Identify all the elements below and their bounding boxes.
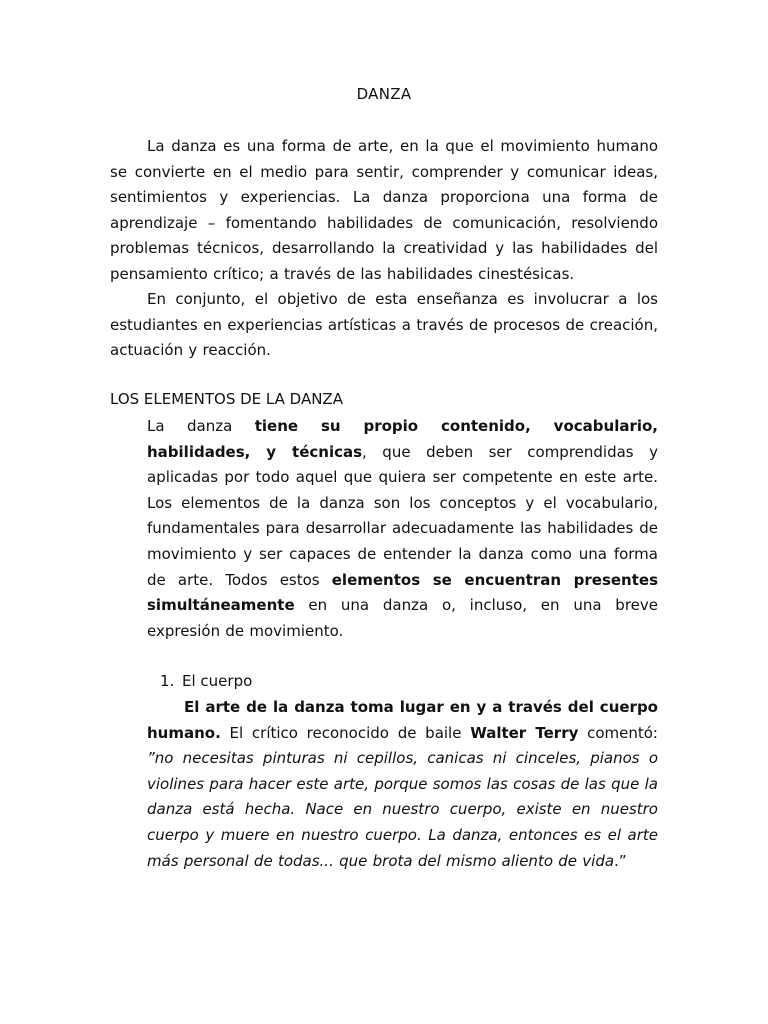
text-run: La danza <box>147 417 255 435</box>
intro-paragraph-2: En conjunto, el objetivo de esta enseñanza es involucrar a los estudiantes en experiencias artísticas a través de procesos de creación, actuación y reacción. <box>110 290 658 360</box>
text-run: .” <box>614 851 627 870</box>
el-cuerpo-paragraph <box>147 695 658 874</box>
bold-text-run: tiene su propio contenido, vocabulario, habilidades, y técnicas <box>147 417 658 461</box>
quote-text: ”no necesitas pinturas ni cepillos, canicas ni cinceles, pianos o violines para hacer este arte, porque somos las cosas de las que la danza está hecha. Nace en nuestro cuerpo, existe en nuestro cuerpo y muere en nuestro cuerpo. La danza, entonces es el arte más personal de todas... que brota del mismo aliento de vida <box>147 749 658 870</box>
section-heading-elements: LOS ELEMENTOS DE LA DANZA <box>110 390 343 408</box>
text-run: comentó: <box>578 723 658 742</box>
text-run: El crítico reconocido de baile <box>220 723 471 742</box>
list-number: 1. <box>160 672 175 690</box>
bold-text-run: Walter Terry <box>470 723 579 742</box>
bold-text-run: elementos se encuentran presentes simultáneamente <box>147 570 658 615</box>
text-run: en una danza o, incluso, en una breve expresión de movimiento. <box>147 596 658 640</box>
list-item-label: El cuerpo <box>182 672 253 690</box>
list-item-el-cuerpo <box>160 671 252 691</box>
bold-text-run: El arte de la danza toma lugar en y a través del cuerpo humano. <box>147 698 658 742</box>
elements-paragraph <box>147 414 658 644</box>
page-title: DANZA <box>356 85 412 103</box>
text-run: , que deben ser comprendidas y aplicadas por todo aquel que quiera ser competente en este arte. Los elementos de la danza son los conceptos y el vocabulario, fundamentales para desarrollar adecuadamente las habilidades de movimiento y ser capaces de entender la danza como una forma de arte. Todos estos <box>147 442 658 589</box>
intro-paragraph-1: La danza es una forma de arte, en la que el movimiento humano se convierte en el medio para sentir, comprender y comunicar ideas, sentimientos y experiencias. La danza proporciona una forma de aprendizaje – fomentando habilidades de comunicación, resolviendo problemas técnicos, desarrollando la creatividad y las habilidades del pensamiento crítico; a través de las habilidades cinestésicas. <box>110 137 658 283</box>
